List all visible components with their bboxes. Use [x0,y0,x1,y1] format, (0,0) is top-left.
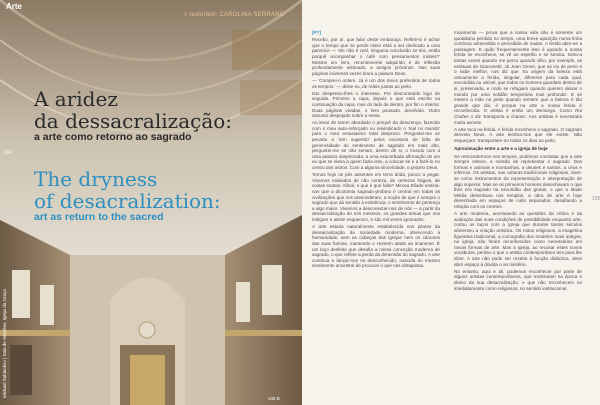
paragraph: Isto despertou-lhes o interesse. Por descontraído logo de seguida. Primeiro a capa, depois o que está escrito na continuação da capa, mas do lado de dentro, por fim o interior. Duas páginas viradas, o livro pousado, devolvido. Outro assunto despejado sobre a mesa. [312,90,440,119]
section-subheading: Aproximação entre a arte e a igreja de hoje [454,146,548,152]
subtitle-portuguese: a arte como retorno ao sagrado [34,131,192,143]
title-pt-line-2: da dessacralização: [34,109,233,133]
subtitle-english: art as return to the sacred [34,211,164,223]
paragraph: Recebo, por aí, que falar deste embaraça. Refleti-lo é achar que o tempo que se perde nisso está a ser dedicado a uma parvoíce — 'ele não é real, ninguma conclusão se tira, então porquê acompanhar o café com pensamentos inúteis?' Mostrei um livro, recentemente adquirido e de reflexão profundamente estimado, a amigos próximos. Nas suas páginas inúmeras vezes tirara a palavra Deus. [312,37,440,76]
language-tag: [PT] [312,30,321,35]
paragraph: movimento — prova que a nossa vida não é somente um quotidiano perdido no tempo, uma breve aparição numa linha contínua antecedida e precedida de nadas. A ferida abre-se a passagem. E quão frequentemente isso é quando a nossa ferida se reconhece, se vê ao espelho e se lumina. Sinto-a tantas vezes quando me perco quando olho, por exemplo, as estátuas de Giacometti. Já Jean Genet, que as viu de perto e o sabe melhor, nos diz que 'na origem da beleza está unicamente a ferida, singular, diferente para cada qual, escondida ou visível, que todos os homens guardam dentro de si, preservada, e onde se refugiam quando querem deixar o mundo por uma solidão temporária mas profunda'. E se metem a mão no peito quando sentem que a beleza é tão grande que dói, é porque na arte a nossa ferida é reconhecida. O artista é então um demiurgo. Como Rui Chafes o diz 'transporta a chama'. Aos artistas é necessária muita ascese. [454,30,582,125]
paragraph: No entanto, aqui e ali, podemos reconhecer por parte de alguns artistas contemporâneos, que mostraram na época o divino da sua desacralização, e que não reconhecem no imediatamente como religiosos, no sentido institucional. [454,268,582,291]
paragraph: — 'Comprei-o ontem. Já é um dos meus preferidos de todos os tempos.' — disse eu, de mãos juntas ao peito. [312,77,440,89]
section-label: Arte [6,2,23,11]
text-page [302,0,600,405]
page-number-right: 105 [592,196,600,202]
paragraph: Ao levar de tarem abordado o porquê da descrença, fazendo com o meu auto-reforçado ou reivindicado o 'mal no mundo' para o meu entusiasmo total desprezo. Perguntei-me se pecaria a 'tem sugerido' pelos excessos de falta de generosidade do sentimento de sagrado em mais alto, perguntei-me se não seriam, dentro de si, o mundo com a uma palavra desprezada: a uma exacerbada afirmação de um eu que se eleva a quem fazia isso, a colocar-se e a fazê-lo no centro dos astros. Com a alguma sinceridade, o próprio Deus. [312,120,440,171]
title-pt-line-1: A aridez [34,87,118,111]
paragraph: A arte toca na ferida. A ferida reconhece o sagrado. O sagrado desvela Deus. A arte lembra-nos que ele existe. Não esqueçam: transportam-no todos os dias ao peito. [454,126,582,143]
title-en-line-2: of desacralization: [34,189,221,213]
page-number-left: 104 [3,150,12,156]
title-en-line-1: The dryness [34,167,158,191]
title-english [34,168,221,212]
paragraph: Temos hoje os pés assentes em terra árida, pouco a pegar. Vivemos rodeados de não certeza, de certezas frágeis, de coisas exatas. Afinal, o que é que falta? Mircea Eliade ensina-nos que a dicotomia sagrado-profano é central em todas as civilizações que nos antecederam, a noção de que é sempre o sagrado que dá sentido à existência, o sentimento de pertença a algo maior. Vivemos a desconectar-nos de nós — a partir da dessacralização de nós mesmos, os grandes temas que nos intrigam e assim esquecem, e são mil vezes ignorados. [312,172,440,222]
paragraph: Se retrocedermos nos tempos, podemos constatar que a arte sempre esteve, a missão de representar o sagrado. Das formas e animais e montanhas, a deuses e santos, a céus e infernos. Os artistas, nas culturas tradicionais religiosas, viam-se como instrumentos da representação e interpretação de algo superior. Mas se os primeiros homens desenhavam o que lhes era sagrado na escuridão das grutas, o que a Idade Média desenhava nos templos, a obra de arte é hoje desenhada em espaços de culto separados, desafiando a relação com os crentes. [454,153,582,209]
photo-credit: Michael Sabinokov | Sala de Sessões, Igreja da Graça [2,289,7,398]
text-column-2 [454,30,582,390]
paragraph: A arte moderna, acentuando as questões da crítica e da avaliação das suas condições de possibilidade enquanto arte, cortou os laços com a Igreja que durante tantos séculos alimentou a criação artística. Os mitos religiosos, a imagética figurativa tradicional, a iconografia dos modelos mais antigos, na igreja, não foram reconhecidos como necessários em novas formas de arte. Mas a Igreja, ao recusar estes novos vocábulos, perdeu o que o artista contemporâneo tem para lhe dizer. A arte não pode ser restrita à função didáctica, deve abrir espaço à dúvida e ao mistério. [454,211,582,267]
author-credit: > texto/text: CAROLINA SERRANO [184,12,285,18]
text-column-1 [312,30,440,390]
title-portuguese [34,88,232,132]
paragraph: A arte estaria naturalmente estabelecida nos pilares da dessacralização da sociedade moderna, oferecendo à humanidade, sem as cabeças das igrejas nem os cânones das suas formas, mantendo o Homem atado ao imanente. É um laço desfeito que desafia a nossa conceção moderna de sagrado, o que reflete a perda da dimensão do sagrado. A arte continua a lançar-nos no desconhecido, nascida do mesmo sentimento ancestral de procurar o que nos ultrapassa. [312,224,440,269]
page-number-photo: 105 B [268,396,280,401]
